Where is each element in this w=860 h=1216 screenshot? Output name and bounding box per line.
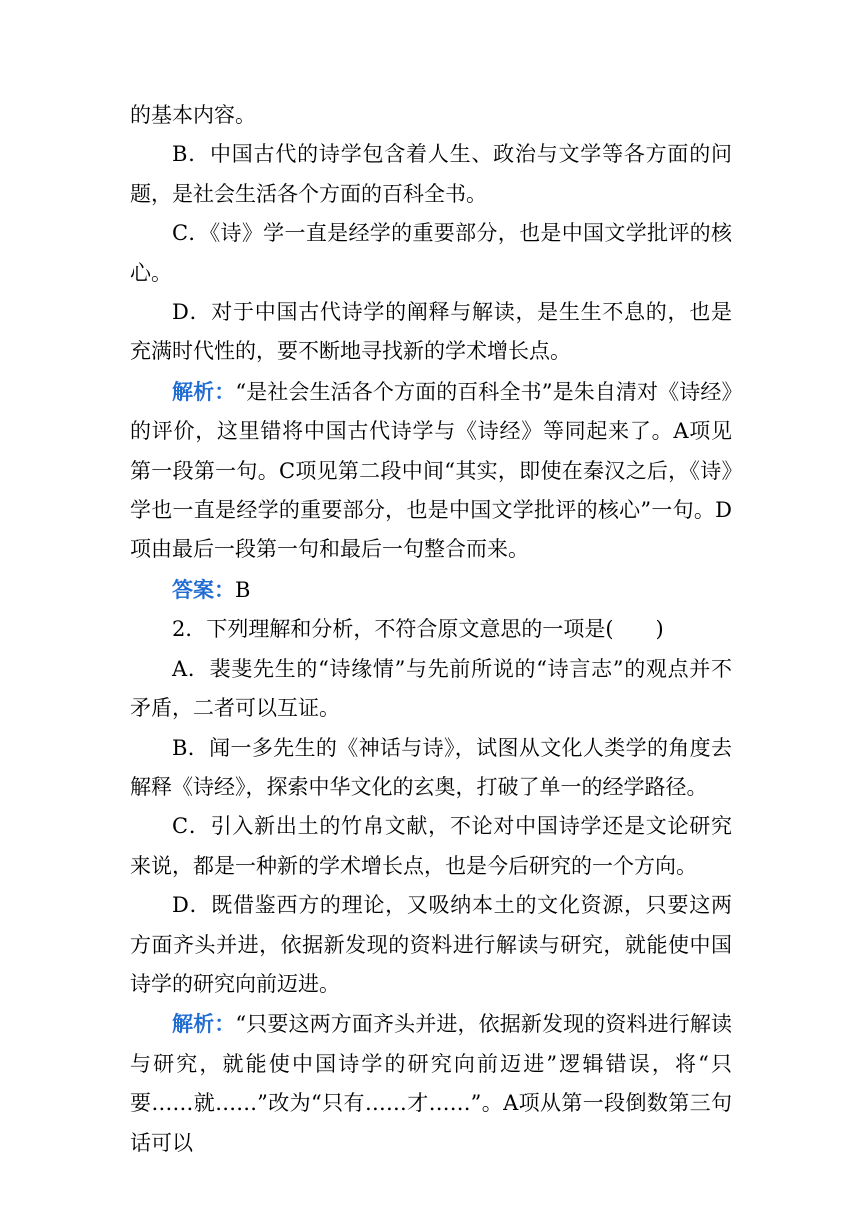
answer-paragraph-1 bbox=[130, 570, 732, 610]
question-2-option-c bbox=[130, 807, 732, 886]
paragraph-text: 2．下列理解和分析，不符合原文意思的一项是( ) bbox=[172, 617, 664, 642]
question-2-option-d bbox=[130, 886, 732, 1004]
analysis-paragraph-1 bbox=[130, 372, 732, 570]
paragraph-text: C．引入新出土的竹帛文献，不论对中国诗学还是文论研究来说，都是一种新的学术增长点，也是今后研究的一个方向。 bbox=[130, 814, 732, 878]
answer-value: B bbox=[235, 577, 251, 602]
paragraph-text: “只要这两方面齐头并进，依据新发现的资料进行解读与研究，就能使中国诗学的研究向前迈进”逻辑错误，将“只要……就……”改为“只有……才……”。A项从第一段倒数第三句话可以 bbox=[130, 1012, 733, 1155]
paragraph-text: 的基本内容。 bbox=[130, 103, 256, 127]
analysis-paragraph-2 bbox=[130, 1004, 732, 1163]
paragraph-text: C．《诗》学一直是经学的重要部分，也是中国文学批评的核心。 bbox=[130, 221, 732, 285]
question-2-option-a bbox=[130, 650, 732, 729]
question-2-option-b bbox=[130, 729, 732, 808]
analysis-label: 解析： bbox=[172, 1011, 236, 1037]
paragraph-text: “是社会生活各个方面的百科全书”是朱自清对《诗经》的评价，这里错将中国古代诗学与《诗经》等同起来了。A项见第一段第一句。C项见第二段中间“其实，即使在秦汉之后，《诗》学也一直是经学的重要部分，也是中国文学批评的核心”一句。D项由最后一段第一句和最后一句整合而来。 bbox=[130, 379, 732, 562]
option-d-paragraph bbox=[130, 293, 732, 372]
paragraph-text: D．对于中国古代诗学的阐释与解读，是生生不息的，也是充满时代性的，要不断地寻找新的学术增长点。 bbox=[130, 300, 732, 364]
paragraph-continuation bbox=[130, 96, 732, 135]
option-c-paragraph bbox=[130, 214, 732, 293]
analysis-label: 解析： bbox=[172, 378, 236, 404]
document-body bbox=[130, 96, 732, 1163]
paragraph-text: B．闻一多先生的《神话与诗》，试图从文化人类学的角度去解释《诗经》，探索中华文化的玄奥，打破了单一的经学路径。 bbox=[130, 735, 732, 799]
question-2-stem bbox=[130, 610, 732, 649]
option-b-paragraph bbox=[130, 135, 732, 214]
paragraph-text: D．既借鉴西方的理论，又吸纳本土的文化资源，只要这两方面齐头并进，依据新发现的资料进行解读与研究，就能使中国诗学的研究向前迈进。 bbox=[130, 893, 732, 996]
answer-label: 答案： bbox=[172, 576, 235, 602]
paragraph-text: A．裴斐先生的“诗缘情”与先前所说的“诗言志”的观点并不矛盾，二者可以互证。 bbox=[130, 656, 732, 721]
paragraph-text: B．中国古代的诗学包含着人生、政治与文学等各方面的问题，是社会生活各个方面的百科全书。 bbox=[130, 142, 732, 206]
